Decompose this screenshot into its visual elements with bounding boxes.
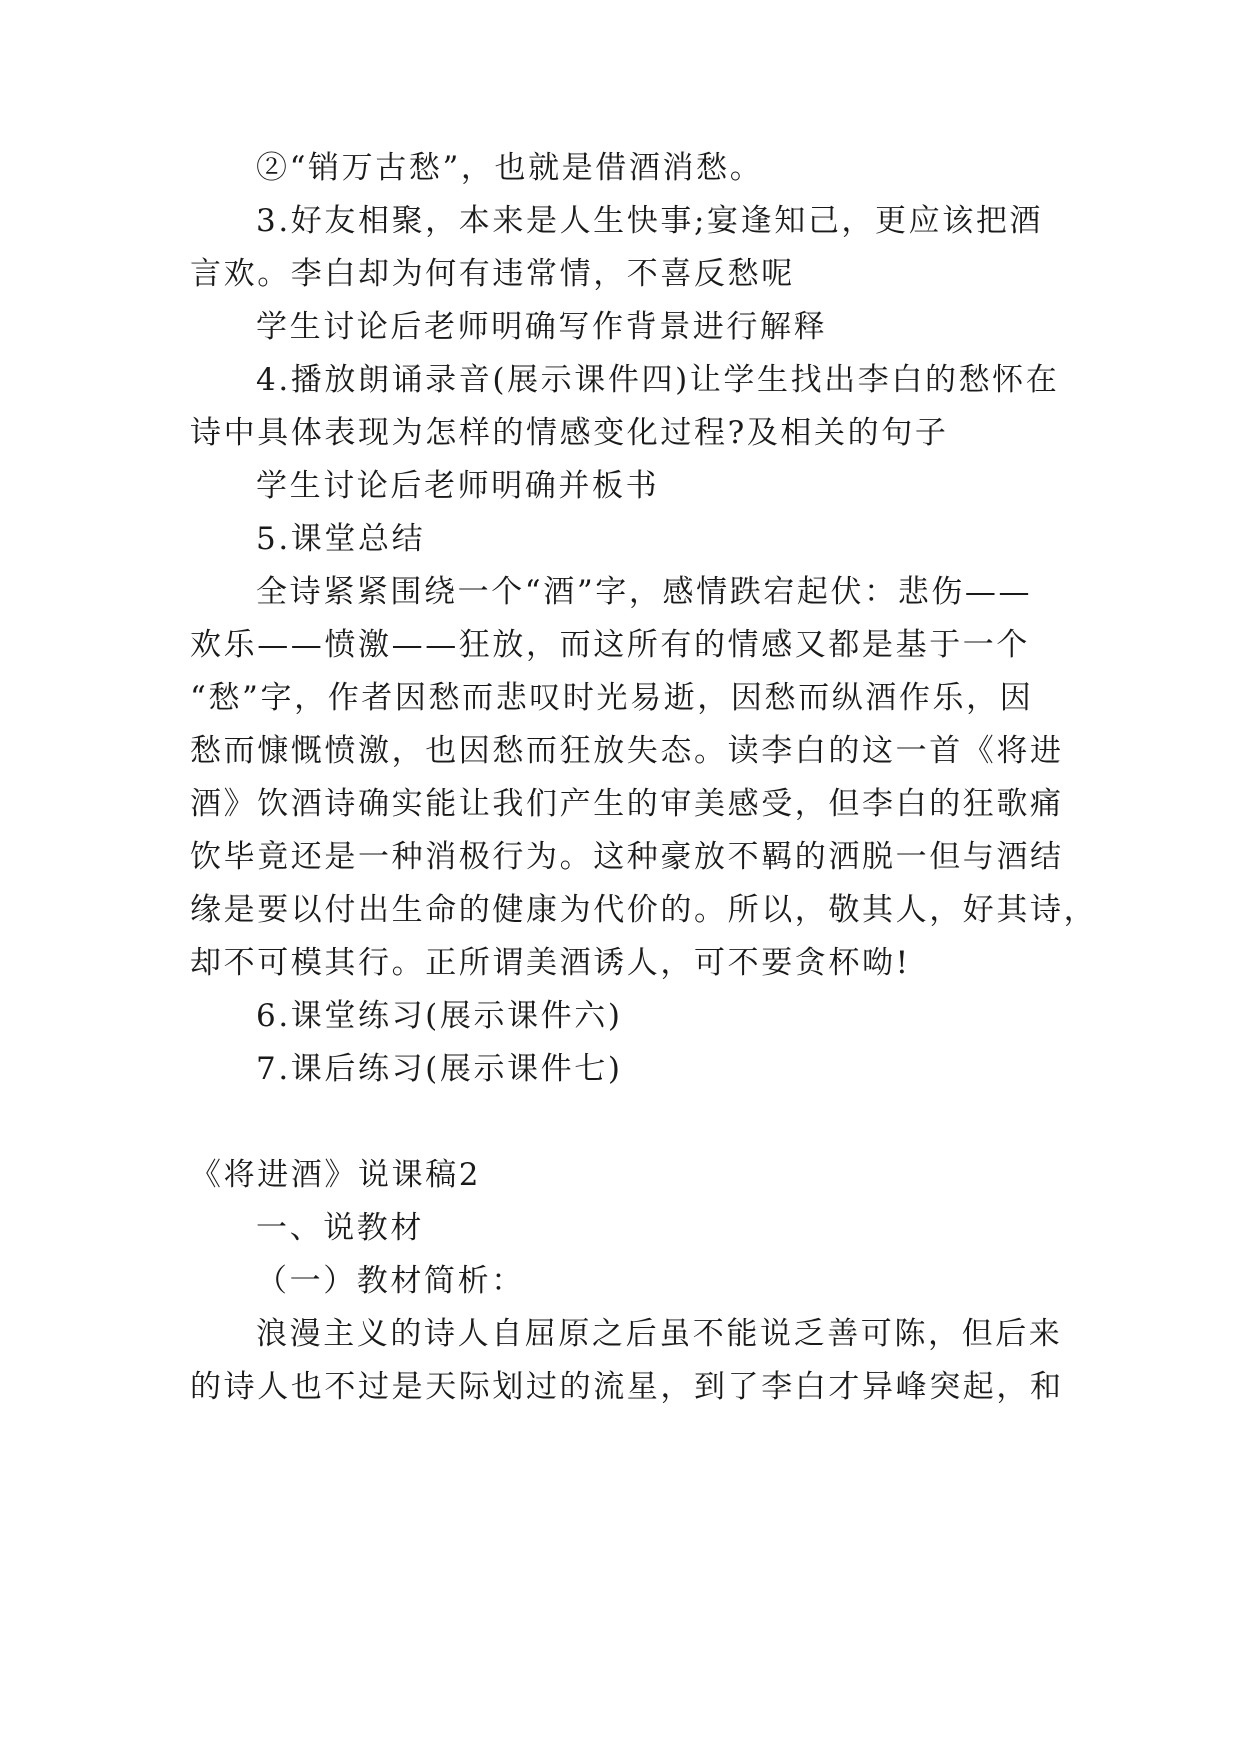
paragraph-line: 言欢。李白却为何有违常情，不喜反愁呢 xyxy=(190,256,795,292)
paragraph-line: 欢乐——愤激——狂放，而这所有的情感又都是基于一个 xyxy=(190,627,1030,663)
paragraph-line: 浪漫主义的诗人自屈原之后虽不能说乏善可陈，但后来 xyxy=(256,1316,1063,1352)
paragraph-line: 3.好友相聚，本来是人生快事;宴逢知己，更应该把酒 xyxy=(256,203,1044,239)
paragraph-line: “愁”字，作者因愁而悲叹时光易逝，因愁而纵酒作乐，因 xyxy=(190,680,1034,716)
paragraph-line: 愁而慷慨愤激，也因愁而狂放失态。读李白的这一首《将进 xyxy=(190,733,1064,769)
paragraph-line: 缘是要以付出生命的健康为代价的。所以，敬其人，好其诗， xyxy=(190,892,1098,928)
paragraph-line: 5.课堂总结 xyxy=(256,521,426,557)
paragraph-line: 全诗紧紧围绕一个“酒”字，感情跌宕起伏：悲伤—— xyxy=(256,574,1033,610)
section-title: 《将进酒》说课稿2 xyxy=(190,1157,482,1193)
paragraph-line: 却不可模其行。正所谓美酒诱人，可不要贪杯呦! xyxy=(190,945,911,981)
paragraph-line: 7.课后练习(展示课件七) xyxy=(256,1051,623,1087)
paragraph-line: 6.课堂练习(展示课件六) xyxy=(256,998,623,1034)
paragraph-line: 学生讨论后老师明确写作背景进行解释 xyxy=(256,309,828,345)
paragraph-line: 诗中具体表现为怎样的情感变化过程?及相关的句子 xyxy=(190,415,949,451)
paragraph-line: ②“销万古愁”，也就是借酒消愁。 xyxy=(256,150,764,186)
paragraph-line: 饮毕竟还是一种消极行为。这种豪放不羁的洒脱一但与酒结 xyxy=(190,839,1064,875)
paragraph-line: 4.播放朗诵录音(展示课件四)让学生找出李白的愁怀在 xyxy=(256,362,1060,398)
paragraph-line: 酒》饮酒诗确实能让我们产生的审美感受，但李白的狂歌痛 xyxy=(190,786,1064,822)
subsection-heading: （一）教材简析： xyxy=(256,1263,525,1299)
paragraph-line: 的诗人也不过是天际划过的流星，到了李白才异峰突起，和 xyxy=(190,1369,1064,1405)
section-heading: 一、说教材 xyxy=(256,1210,424,1246)
paragraph-line: 学生讨论后老师明确并板书 xyxy=(256,468,660,504)
